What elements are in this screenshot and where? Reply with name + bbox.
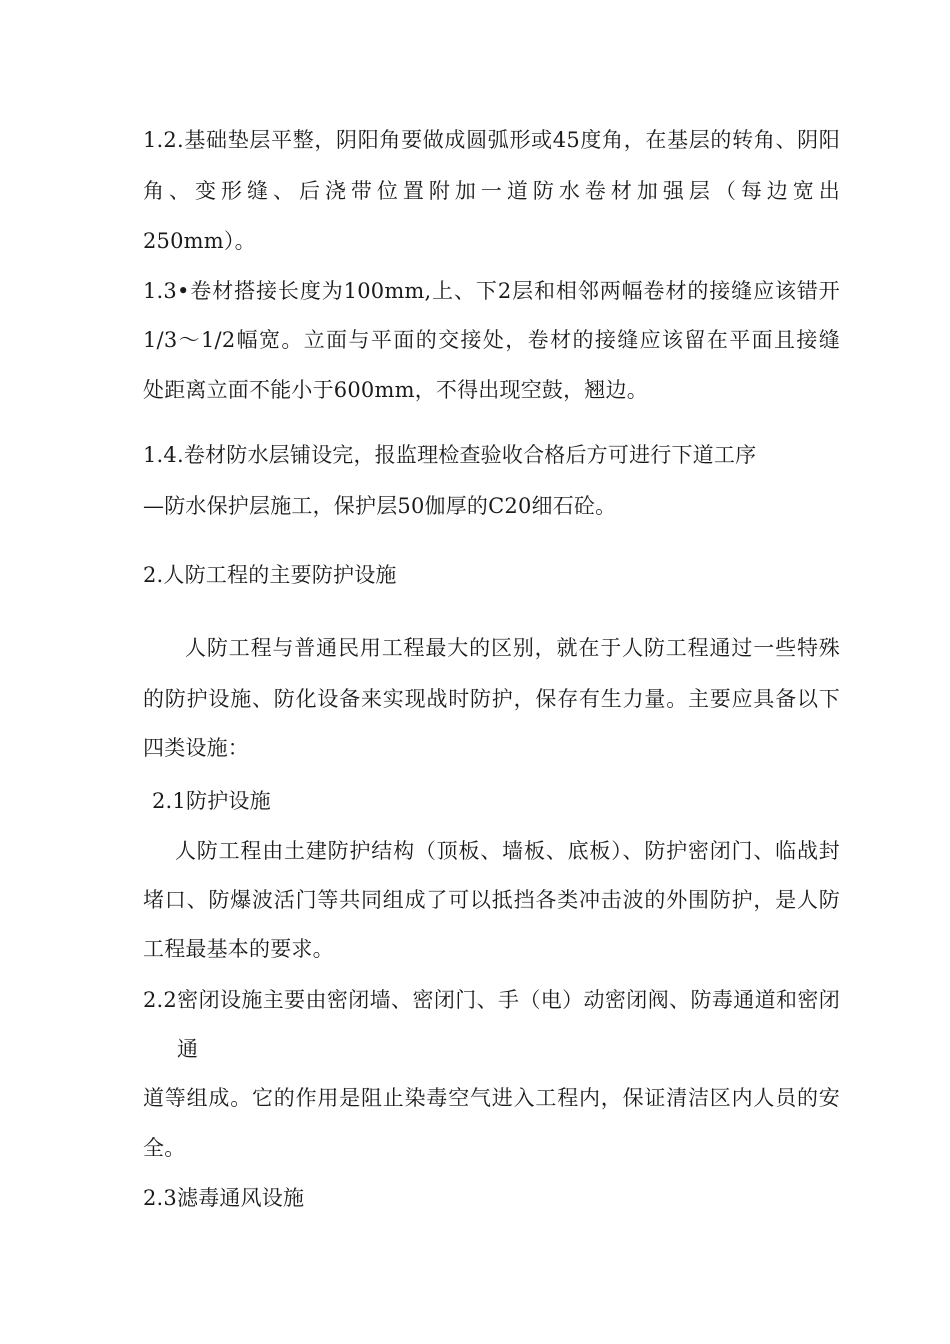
subheading-2-3: 2.3滤毒通风设施	[143, 1186, 305, 1210]
subheading-2-1: 2.1防护设施	[152, 789, 271, 813]
paragraph-1-2-line-1: 1.2.基础垫层平整，阴阳角要做成圆弧形或45度角，在基层的转角、阴阳	[143, 128, 840, 152]
paragraph-1-3-line-1: 1.3•卷材搭接长度为100mm,上、下2层和相邻两幅卷材的接缝应该错开	[143, 279, 840, 303]
paragraph-2-2-line-4: 全。	[143, 1136, 186, 1160]
paragraph-2-2-line-3: 道等组成。它的作用是阻止染毒空气进入工程内，保证清洁区内人员的安	[143, 1086, 840, 1110]
paragraph-2-1-line-2: 堵口、防爆波活门等共同组成了可以抵挡各类冲击波的外围防护，是人防	[143, 888, 840, 912]
paragraph-2-intro-line-1: 人防工程与普通民用工程最大的区别，就在于人防工程通过一些特殊	[185, 636, 840, 660]
paragraph-2-2-line-1: 2.2密闭设施主要由密闭墙、密闭门、手（电）动密闭阀、防毒通道和密闭	[143, 988, 840, 1012]
paragraph-1-4-line-1: 1.4.卷材防水层铺设完，报监理检查验收合格后方可进行下道工序	[143, 443, 757, 467]
paragraph-1-3-line-3: 处距离立面不能小于600mm，不得出现空鼓，翘边。	[143, 378, 648, 402]
paragraph-2-2-line-2: 通	[177, 1037, 199, 1061]
paragraph-2-intro-line-2: 的防护设施、防化设备来实现战时防护，保存有生力量。主要应具备以下	[143, 687, 840, 711]
paragraph-2-1-line-1: 人防工程由土建防护结构（顶板、墙板、底板）、防护密闭门、临战封	[175, 839, 840, 863]
paragraph-2-1-line-3: 工程最基本的要求。	[143, 937, 334, 961]
paragraph-1-3-line-2: 1/3〜1/2幅宽。立面与平面的交接处，卷材的接缝应该留在平面且接缝	[143, 328, 840, 352]
paragraph-2-intro-line-3: 四类设施：	[143, 736, 249, 760]
paragraph-1-2-line-3: 250mm）。	[143, 229, 256, 253]
section-heading-2: 2.人防工程的主要防护设施	[143, 563, 397, 587]
paragraph-1-2-line-2: 角、变形缝、后浇带位置附加一道防水卷材加强层（每边宽出	[143, 179, 840, 203]
paragraph-1-4-line-2: —防水保护层施工，保护层50伽厚的C20细石砼。	[143, 494, 617, 518]
